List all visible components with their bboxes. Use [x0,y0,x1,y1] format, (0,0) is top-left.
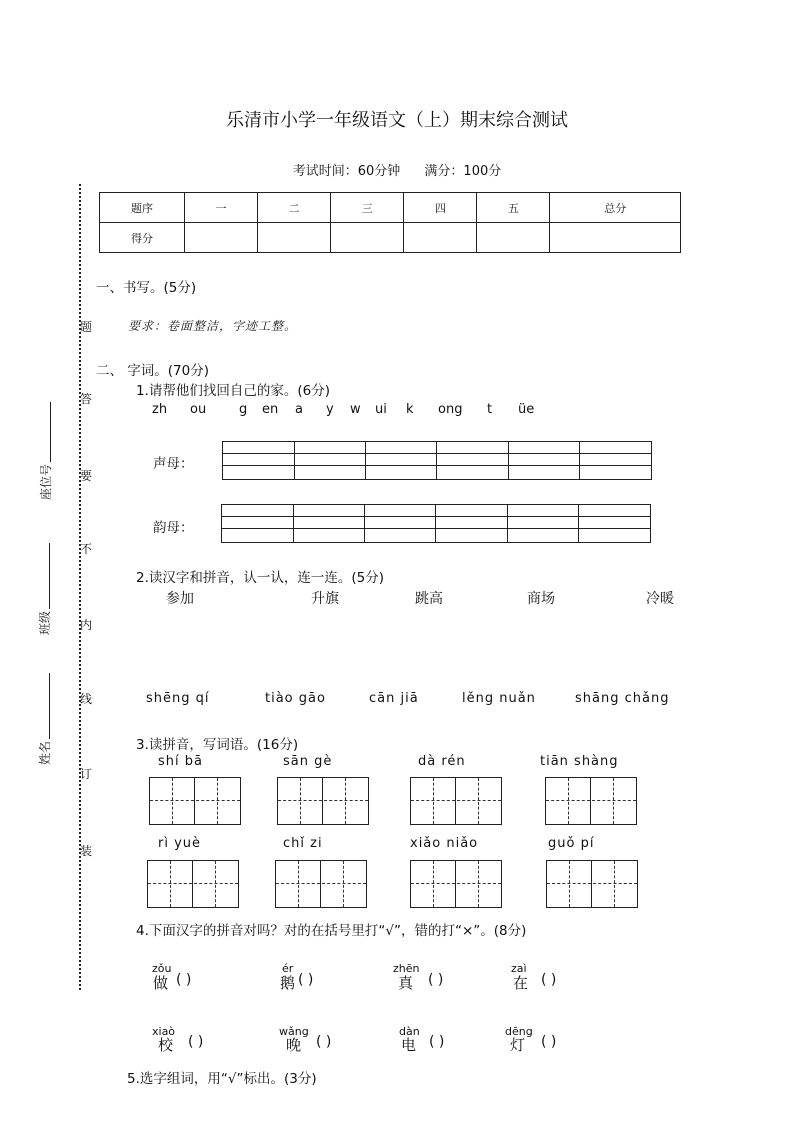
q3-writing-box[interactable] [545,777,637,825]
binding-dotted-line [79,184,81,990]
q1-letter: w [350,402,361,417]
binding-char: 线 [79,692,92,706]
q2-pinyin[interactable]: cān jiā [369,691,419,706]
score-cell: 一 [185,193,258,223]
class-label: 班级 [37,610,52,635]
q3-writing-box[interactable] [410,777,502,825]
score-cell: 二 [258,193,331,223]
seat-number-blank[interactable] [40,402,51,462]
q3-writing-box[interactable] [546,860,638,908]
q2-word[interactable]: 跳高 [415,591,443,607]
score-input-cell[interactable] [550,223,681,253]
q4-char: 灯 [510,1036,526,1054]
name-blank[interactable] [39,673,50,739]
q3-pinyin: chǐ zi [283,836,323,851]
q1-letter: a [295,402,303,417]
score-cell: 三 [331,193,404,223]
q4-answer-paren[interactable]: ( ) [541,972,557,988]
q3-writing-box[interactable] [277,777,369,825]
q1-letter: y [326,402,334,417]
binding-char: 题 [79,320,92,334]
score-cell: 题序 [100,193,185,223]
q1-letters [152,402,542,420]
q4-pinyin: zhēn [393,962,420,975]
page-title: 乐清市小学一年级语文（上）期末综合测试 [226,110,568,131]
q4-pinyin: xiaò [152,1025,176,1038]
q2-word[interactable]: 冷暖 [646,591,674,607]
q2-heading: 2.读汉字和拼音，认一认，连一连。(5分) [136,570,385,586]
q3-pinyin: xiǎo niǎo [410,836,479,851]
score-table-score-row [100,223,681,253]
q1-letter: g [239,402,248,417]
score-input-cell[interactable] [258,223,331,253]
yunmu-label: 韵母： [153,520,194,536]
shengmu-grid[interactable] [222,441,652,480]
exam-time: 考试时间：60分钟 [292,164,401,179]
q1-letter: ong [438,402,463,417]
score-input-cell[interactable] [185,223,258,253]
score-cell: 总分 [550,193,681,223]
q2-pinyin[interactable]: tiào gāo [265,691,326,706]
q2-word[interactable]: 参加 [166,591,194,607]
q3-pinyin: shí bā [158,754,203,769]
q3-pinyin: rì yuè [158,836,202,851]
score-table [99,192,681,253]
class-blank[interactable] [39,543,50,609]
q4-pinyin: zǒu [152,962,172,975]
binding-char: 要 [79,469,92,483]
q5-heading: 5.选字组词，用“√”标出。(3分) [127,1071,317,1087]
q4-char: 晚 [286,1036,302,1054]
name-field[interactable] [34,665,54,765]
q4-answer-paren[interactable]: ( ) [428,972,444,988]
q4-char: 电 [401,1036,417,1054]
q4-pinyin: dàn [399,1025,420,1038]
full-score: 满分：100分 [424,164,502,179]
q4-heading: 4.下面汉字的拼音对吗？对的在括号里打“√”，错的打“×”。(8分) [136,923,527,939]
q3-writing-box[interactable] [410,860,502,908]
shengmu-label: 声母： [153,456,194,472]
q1-letter: en [262,402,279,417]
score-input-cell[interactable] [477,223,550,253]
q4-answer-paren[interactable]: ( ) [188,1034,204,1050]
q4-answer-paren[interactable]: ( ) [298,972,314,988]
q2-pinyin[interactable]: lěng nuǎn [462,691,536,706]
q4-answer-paren[interactable]: ( ) [176,972,192,988]
score-input-cell[interactable] [404,223,477,253]
q3-writing-box[interactable] [147,860,239,908]
yunmu-grid[interactable] [221,504,651,543]
q4-pinyin: zaì [511,962,527,975]
binding-char: 不 [79,542,92,556]
q1-letter: t [487,402,493,417]
seat-number-label: 座位号 [38,463,53,500]
q1-heading: 1.请帮他们找回自己的家。(6分) [136,383,331,399]
q3-pinyin: tiān shàng [540,754,619,769]
score-cell: 五 [477,193,550,223]
q4-pinyin: wǎng [279,1025,309,1038]
score-table-header-row [100,193,681,223]
q4-answer-paren[interactable]: ( ) [429,1034,445,1050]
q1-letter: zh [152,402,168,417]
q3-writing-box[interactable] [149,777,241,825]
score-row-label: 得分 [100,223,185,253]
q1-letter: üe [518,402,535,417]
q3-pinyin: guǒ pí [548,836,595,851]
q2-pinyin[interactable]: shēng qí [146,691,210,706]
q4-char: 做 [153,974,169,992]
exam-info [0,160,794,179]
q4-char: 鹅 [280,974,296,992]
binding-char: 订 [79,767,92,781]
q1-letter: ou [190,402,207,417]
binding-char: 内 [79,618,92,632]
section-1-note: 要求：卷面整洁，字迹工整。 [128,319,298,333]
q3-pinyin: dà rén [418,754,466,769]
q1-letter: ui [375,402,387,417]
q2-pinyin[interactable]: shāng chǎng [575,691,670,706]
q4-pinyin: dēng [505,1025,533,1038]
binding-char: 答 [79,392,92,406]
class-field[interactable] [34,535,54,635]
q1-letter: k [406,402,414,417]
q4-answer-paren[interactable]: ( ) [541,1034,557,1050]
q4-char: 真 [398,974,414,992]
q2-word[interactable]: 升旗 [311,591,339,607]
q4-answer-paren[interactable]: ( ) [316,1034,332,1050]
seat-number-field[interactable] [35,390,55,500]
section-2-heading: 二、 字词。(70分) [96,363,210,379]
q4-char: 校 [158,1036,174,1054]
q3-pinyin: sān gè [283,754,333,769]
score-input-cell[interactable] [331,223,404,253]
score-cell: 四 [404,193,477,223]
q3-writing-box[interactable] [275,860,367,908]
q4-char: 在 [513,974,529,992]
name-label: 姓名 [37,740,52,765]
section-1-heading: 一、书写。(5分) [96,280,197,296]
q3-heading: 3.读拼音，写词语。(16分) [136,737,299,753]
binding-char: 装 [79,844,92,858]
q2-word[interactable]: 商场 [527,591,555,607]
q4-pinyin: ér [282,962,294,975]
